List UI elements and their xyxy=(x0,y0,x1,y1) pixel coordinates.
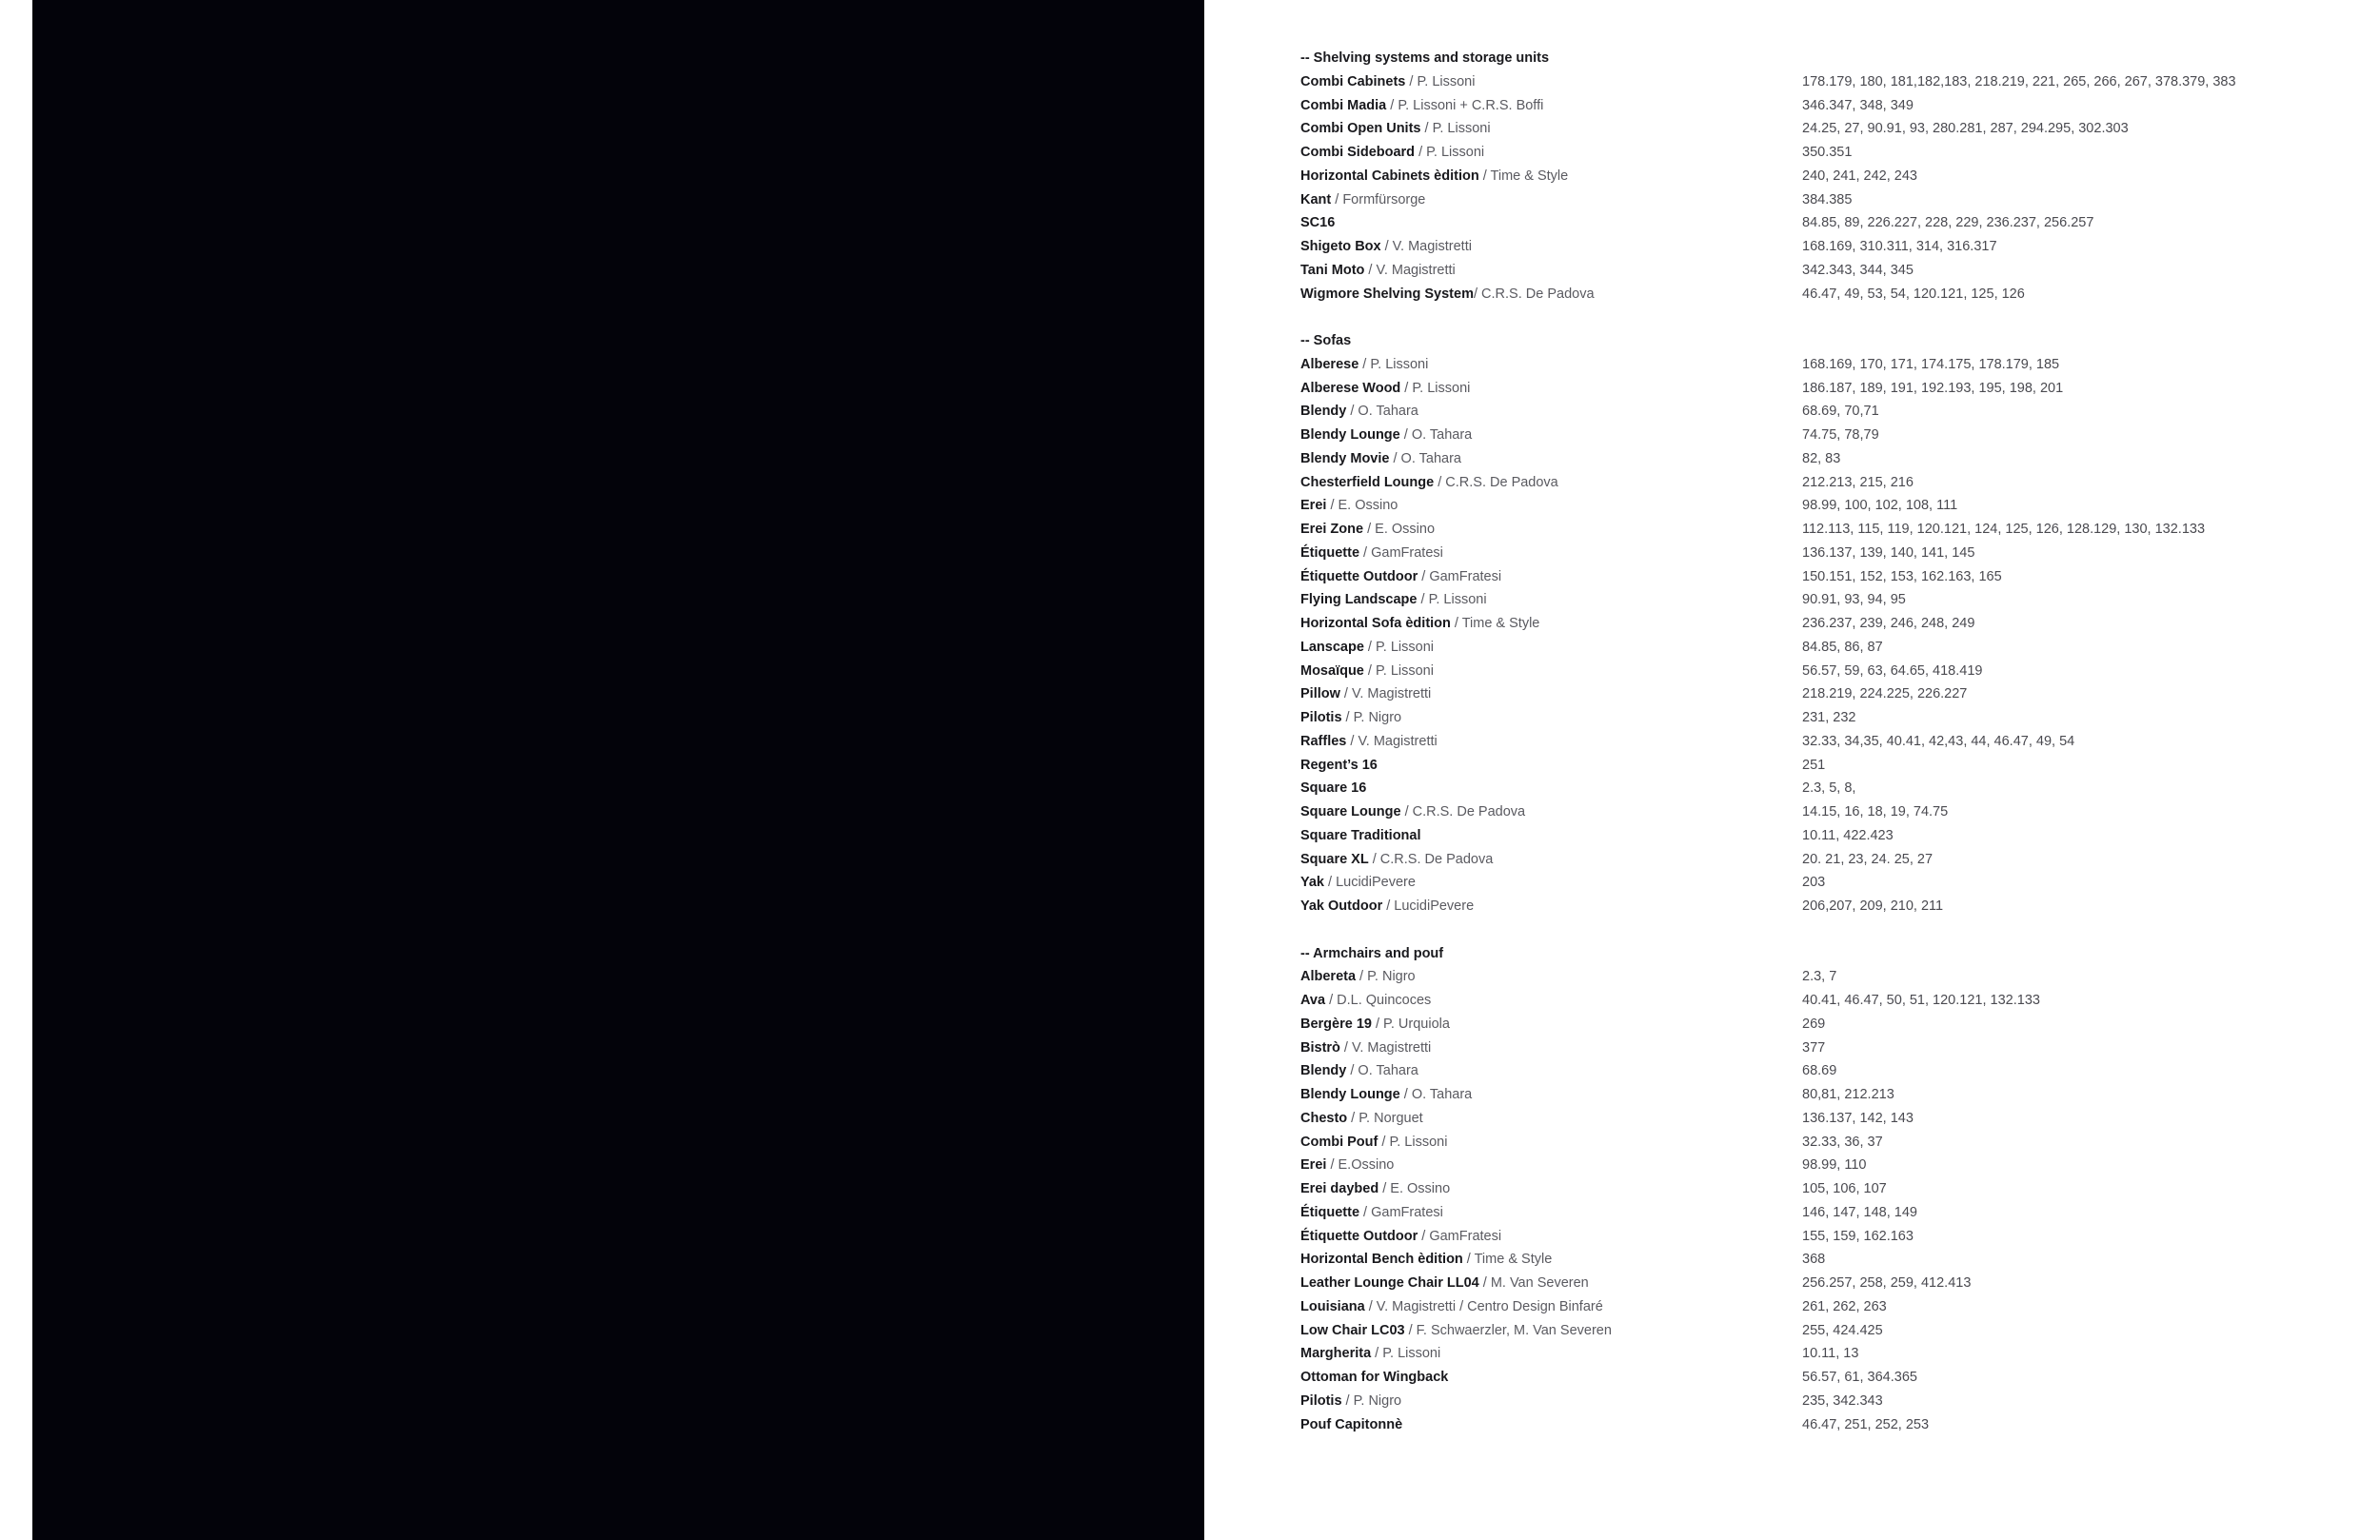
designer-name: / GamFratesi xyxy=(1359,1204,1443,1220)
designer-name: / Time & Style xyxy=(1450,616,1540,631)
page-numbers: 56.57, 61, 364.365 xyxy=(1802,1370,1917,1385)
designer-name: / F. Schwaerzler, M. Van Severen xyxy=(1404,1322,1612,1338)
product-name: Alberese Wood xyxy=(1300,380,1401,396)
page-numbers: 32.33, 34,35, 40.41, 42,43, 44, 46.47, 49, 54 xyxy=(1802,733,2075,749)
page-numbers: 256.257, 258, 259, 412.413 xyxy=(1802,1275,1972,1291)
entry-label xyxy=(1300,1413,1802,1437)
page-numbers: 68.69 xyxy=(1802,1063,1837,1079)
entry-label xyxy=(1300,1390,1802,1413)
designer-name: / LucidiPevere xyxy=(1382,898,1475,914)
page-numbers: 112.113, 115, 119, 120.121, 124, 125, 126, 128.129, 130, 132.133 xyxy=(1802,522,2206,537)
designer-name: / P. Lissoni xyxy=(1371,1346,1441,1362)
section-heading: -- Sofas xyxy=(1300,333,1352,348)
product-name: Blendy Movie xyxy=(1300,450,1390,466)
entry-label xyxy=(1300,1154,1802,1177)
entry-label xyxy=(1300,94,1802,118)
index-entry xyxy=(1300,895,2348,918)
index-entry xyxy=(1300,165,2348,188)
designer-name: / P. Lissoni xyxy=(1363,639,1434,655)
product-name: Pilotis xyxy=(1300,710,1342,725)
entry-label xyxy=(1300,636,1802,660)
index-entry xyxy=(1300,871,2348,895)
entry-label xyxy=(1300,965,1802,989)
index-entry xyxy=(1300,1366,2348,1390)
product-name: Wigmore Shelving System xyxy=(1300,286,1474,302)
page-numbers: 80,81, 212.213 xyxy=(1802,1087,1894,1102)
product-name: Bergère 19 xyxy=(1300,1016,1372,1032)
entry-label xyxy=(1300,1272,1802,1295)
index-entry xyxy=(1300,94,2348,118)
entry-label xyxy=(1300,1059,1802,1083)
product-name: Leather Lounge Chair LL04 xyxy=(1300,1275,1479,1291)
designer-name: / P. Norguet xyxy=(1347,1110,1423,1126)
entry-label xyxy=(1300,1083,1802,1107)
index-entry xyxy=(1300,565,2348,589)
product-name: Flying Landscape xyxy=(1300,592,1418,608)
page-numbers: 146, 147, 148, 149 xyxy=(1802,1204,1917,1220)
page-numbers: 24.25, 27, 90.91, 93, 280.281, 287, 294.295, 302.303 xyxy=(1802,121,2129,137)
designer-name: / C.R.S. De Padova xyxy=(1434,474,1558,490)
page-numbers: 231, 232 xyxy=(1802,710,1856,725)
index-entry xyxy=(1300,706,2348,730)
product-name: Chesto xyxy=(1300,1110,1348,1126)
page-numbers: 136.137, 139, 140, 141, 145 xyxy=(1802,544,1975,561)
index-entry xyxy=(1300,660,2348,683)
index-entry xyxy=(1300,730,2348,754)
page-numbers: 46.47, 49, 53, 54, 120.121, 125, 126 xyxy=(1802,286,2025,302)
index-entry xyxy=(1300,1272,2348,1295)
page-numbers: 46.47, 251, 252, 253 xyxy=(1802,1416,1930,1432)
page-numbers: 155, 159, 162.163 xyxy=(1802,1228,1914,1244)
page-numbers: 56.57, 59, 63, 64.65, 418.419 xyxy=(1802,662,1983,679)
designer-name: / V. Magistretti xyxy=(1364,262,1456,278)
index-entry xyxy=(1300,1295,2348,1319)
entry-label xyxy=(1300,777,1802,800)
entry-label xyxy=(1300,824,1802,848)
designer-name: / P. Lissoni xyxy=(1415,145,1485,160)
entry-label xyxy=(1300,588,1802,612)
index-entry xyxy=(1300,1013,2348,1037)
index-entry xyxy=(1300,1059,2348,1083)
product-name: Blendy xyxy=(1300,404,1347,420)
entry-label xyxy=(1300,283,1802,306)
page-numbers: 2.3, 7 xyxy=(1802,969,1837,985)
page-numbers: 105, 106, 107 xyxy=(1802,1181,1887,1196)
entry-label xyxy=(1300,1037,1802,1060)
page-numbers: 342.343, 344, 345 xyxy=(1802,262,1914,278)
index-section xyxy=(1300,329,2348,918)
entry-label xyxy=(1300,542,1802,565)
index-entry xyxy=(1300,1037,2348,1060)
index-entry xyxy=(1300,353,2348,377)
index-entry xyxy=(1300,612,2348,636)
product-name: Horizontal Cabinets èdition xyxy=(1300,168,1479,184)
index-entry xyxy=(1300,211,2348,235)
product-name: Pillow xyxy=(1300,686,1340,702)
entry-label xyxy=(1300,706,1802,730)
index-entry xyxy=(1300,636,2348,660)
product-name: Kant xyxy=(1300,191,1332,207)
page-numbers: 236.237, 239, 246, 248, 249 xyxy=(1802,616,1975,631)
product-name: Erei daybed xyxy=(1300,1181,1379,1196)
page-numbers: 32.33, 36, 37 xyxy=(1802,1134,1883,1150)
product-name: Square XL xyxy=(1300,851,1369,867)
index-entry xyxy=(1300,989,2348,1013)
product-name: Square Lounge xyxy=(1300,804,1401,819)
page-numbers: 10.11, 13 xyxy=(1802,1346,1859,1362)
index-entry xyxy=(1300,754,2348,778)
page-numbers: 212.213, 215, 216 xyxy=(1802,474,1914,490)
product-name: Margherita xyxy=(1300,1346,1372,1362)
designer-name: / P. Lissoni xyxy=(1405,73,1476,89)
product-name: Square Traditional xyxy=(1300,827,1421,843)
designer-name: / C.R.S. De Padova xyxy=(1368,851,1494,867)
designer-name: / P. Nigro xyxy=(1356,969,1416,985)
product-name: Louisiana xyxy=(1300,1298,1365,1314)
entry-label xyxy=(1300,1248,1802,1272)
page-numbers: 10.11, 422.423 xyxy=(1802,827,1894,843)
page-numbers: 218.219, 224.225, 226.227 xyxy=(1802,686,1968,702)
entry-label xyxy=(1300,730,1802,754)
product-name: Erei xyxy=(1300,498,1327,514)
entry-label xyxy=(1300,989,1802,1013)
page-numbers: 240, 241, 242, 243 xyxy=(1802,168,1917,184)
entry-label xyxy=(1300,471,1802,495)
product-name: Erei xyxy=(1300,1157,1327,1174)
page-numbers: 14.15, 16, 18, 19, 74.75 xyxy=(1802,804,1949,819)
product-name: Tani Moto xyxy=(1300,262,1365,278)
index-entry xyxy=(1300,70,2348,94)
product-name: Combi Cabinets xyxy=(1300,73,1406,89)
entry-label xyxy=(1300,188,1802,212)
page-numbers: 235, 342.343 xyxy=(1802,1392,1883,1409)
page-numbers: 68.69, 70,71 xyxy=(1802,404,1879,420)
product-name: Ottoman for Wingback xyxy=(1300,1370,1449,1385)
page-numbers: 261, 262, 263 xyxy=(1802,1298,1887,1314)
designer-name: / E.Ossino xyxy=(1326,1157,1395,1174)
product-name: Pilotis xyxy=(1300,1392,1342,1409)
product-name: Combi Pouf xyxy=(1300,1134,1378,1150)
designer-name: / P. Lissoni xyxy=(1420,121,1491,137)
index-entry xyxy=(1300,542,2348,565)
entry-label xyxy=(1300,682,1802,706)
index-entry xyxy=(1300,1413,2348,1437)
index-entry xyxy=(1300,1177,2348,1201)
product-name: Albereta xyxy=(1300,969,1357,985)
entry-label xyxy=(1300,211,1802,235)
page-numbers: 186.187, 189, 191, 192.193, 195, 198, 201 xyxy=(1802,380,2064,396)
index-entry xyxy=(1300,682,2348,706)
designer-name: / O. Tahara xyxy=(1346,1063,1418,1079)
designer-name: / O. Tahara xyxy=(1389,450,1461,466)
page-numbers: 269 xyxy=(1802,1016,1826,1032)
index-entry xyxy=(1300,400,2348,424)
page-numbers: 82, 83 xyxy=(1802,450,1841,466)
index-entry xyxy=(1300,777,2348,800)
entry-label xyxy=(1300,612,1802,636)
designer-name: / P. Nigro xyxy=(1341,710,1402,725)
entry-label xyxy=(1300,800,1802,824)
page-numbers: 168.169, 310.311, 314, 316.317 xyxy=(1802,239,1997,254)
entry-label xyxy=(1300,1225,1802,1249)
index-entry xyxy=(1300,965,2348,989)
product-name: Étiquette xyxy=(1300,544,1360,561)
designer-name: / C.R.S. De Padova xyxy=(1400,804,1526,819)
entry-label xyxy=(1300,141,1802,165)
index-entry xyxy=(1300,494,2348,518)
page-numbers: 98.99, 100, 102, 108, 111 xyxy=(1802,498,1958,514)
designer-name: / GamFratesi xyxy=(1359,544,1443,561)
product-name: Combi Madia xyxy=(1300,97,1387,113)
index-entry xyxy=(1300,1225,2348,1249)
product-name: Lanscape xyxy=(1300,639,1364,655)
designer-name: / P. Lissoni xyxy=(1363,662,1434,679)
entry-label xyxy=(1300,848,1802,872)
index-entry xyxy=(1300,1342,2348,1366)
page-numbers: 368 xyxy=(1802,1252,1826,1268)
page-numbers: 74.75, 78,79 xyxy=(1802,427,1879,443)
page-numbers: 377 xyxy=(1802,1039,1826,1056)
designer-name: / P. Lissoni + C.R.S. Boffi xyxy=(1386,97,1544,113)
entry-label xyxy=(1300,660,1802,683)
page-numbers: 350.351 xyxy=(1802,145,1853,160)
product-name: Mosaïque xyxy=(1300,662,1364,679)
designer-name: / D.L. Quincoces xyxy=(1325,993,1432,1008)
index-entry xyxy=(1300,1083,2348,1107)
page-numbers: 98.99, 110 xyxy=(1802,1157,1867,1174)
page-numbers: 346.347, 348, 349 xyxy=(1802,97,1914,113)
entry-label xyxy=(1300,1177,1802,1201)
designer-name: / M. Van Severen xyxy=(1478,1275,1589,1291)
designer-name: / LucidiPevere xyxy=(1324,875,1416,891)
entry-label xyxy=(1300,259,1802,283)
product-name: Yak xyxy=(1300,875,1324,891)
product-name: Low Chair LC03 xyxy=(1300,1322,1405,1338)
page-numbers: 384.385 xyxy=(1802,191,1853,207)
black-image-panel xyxy=(32,0,1204,1540)
product-name: Raffles xyxy=(1300,733,1347,749)
entry-label xyxy=(1300,1295,1802,1319)
index-section xyxy=(1300,47,2348,306)
product-name: Chesterfield Lounge xyxy=(1300,474,1435,490)
product-name: Yak Outdoor xyxy=(1300,898,1383,914)
designer-name: / V. Magistretti xyxy=(1346,733,1438,749)
index-entry xyxy=(1300,1107,2348,1131)
entry-label xyxy=(1300,1366,1802,1390)
page-numbers: 150.151, 152, 153, 162.163, 165 xyxy=(1802,568,2002,584)
page-numbers: 168.169, 170, 171, 174.175, 178.179, 185 xyxy=(1802,356,2060,372)
product-name: Bistrò xyxy=(1300,1039,1340,1056)
product-name: Étiquette Outdoor xyxy=(1300,568,1418,584)
page-numbers: 251 xyxy=(1802,757,1826,773)
index-entry xyxy=(1300,235,2348,259)
product-index xyxy=(1300,47,2348,1460)
index-entry xyxy=(1300,117,2348,141)
page-numbers: 84.85, 89, 226.227, 228, 229, 236.237, 256.257 xyxy=(1802,215,2094,231)
product-name: Regent’s 16 xyxy=(1300,757,1378,773)
product-name: Shigeto Box xyxy=(1300,239,1381,254)
index-section xyxy=(1300,942,2348,1437)
index-entry xyxy=(1300,1131,2348,1155)
entry-label xyxy=(1300,400,1802,424)
index-entry xyxy=(1300,471,2348,495)
product-name: Étiquette Outdoor xyxy=(1300,1228,1418,1244)
designer-name: / P. Lissoni xyxy=(1417,592,1487,608)
page-numbers: 84.85, 86, 87 xyxy=(1802,639,1883,655)
entry-label xyxy=(1300,754,1802,778)
entry-label xyxy=(1300,353,1802,377)
designer-name: / P. Urquiola xyxy=(1371,1016,1450,1032)
entry-label xyxy=(1300,1131,1802,1155)
entry-label xyxy=(1300,895,1802,918)
entry-label xyxy=(1300,518,1802,542)
designer-name: / P. Lissoni xyxy=(1400,380,1471,396)
index-entry xyxy=(1300,1319,2348,1343)
page-numbers: 20. 21, 23, 24. 25, 27 xyxy=(1802,851,1934,867)
designer-name: / E. Ossino xyxy=(1326,498,1398,514)
designer-name: / V. Magistretti xyxy=(1339,686,1432,702)
product-name: Blendy xyxy=(1300,1063,1347,1079)
page-numbers: 136.137, 142, 143 xyxy=(1802,1110,1914,1126)
index-entry xyxy=(1300,259,2348,283)
designer-name: / V. Magistretti xyxy=(1380,239,1472,254)
designer-name: / Formfürsorge xyxy=(1331,191,1426,207)
designer-name: / V. Magistretti xyxy=(1339,1039,1432,1056)
product-name: Ava xyxy=(1300,993,1326,1008)
index-entry xyxy=(1300,283,2348,306)
product-name: Pouf Capitonnè xyxy=(1300,1416,1403,1432)
index-entry xyxy=(1300,188,2348,212)
page-numbers: 90.91, 93, 94, 95 xyxy=(1802,592,1906,608)
designer-name: / E. Ossino xyxy=(1378,1181,1451,1196)
entry-label xyxy=(1300,1107,1802,1131)
product-name: Blendy Lounge xyxy=(1300,1087,1400,1102)
designer-name: / GamFratesi xyxy=(1418,568,1502,584)
index-entry xyxy=(1300,377,2348,401)
index-entry xyxy=(1300,800,2348,824)
index-entry xyxy=(1300,824,2348,848)
designer-name: / O. Tahara xyxy=(1399,427,1473,443)
page-numbers: 203 xyxy=(1802,875,1826,891)
entry-label xyxy=(1300,1319,1802,1343)
index-entry xyxy=(1300,141,2348,165)
entry-label xyxy=(1300,494,1802,518)
index-entry xyxy=(1300,447,2348,471)
product-name: Alberese xyxy=(1300,356,1359,372)
entry-label xyxy=(1300,1342,1802,1366)
entry-label xyxy=(1300,117,1802,141)
index-entry xyxy=(1300,1154,2348,1177)
product-name: SC16 xyxy=(1300,215,1336,231)
product-name: Combi Sideboard xyxy=(1300,145,1416,160)
index-entry xyxy=(1300,1248,2348,1272)
page-numbers: 178.179, 180, 181,182,183, 218.219, 221, 265, 266, 267, 378.379, 383 xyxy=(1802,73,2236,89)
designer-name: / P. Nigro xyxy=(1341,1392,1402,1409)
designer-name: / V. Magistretti / Centro Design Binfaré xyxy=(1364,1298,1603,1314)
index-entry xyxy=(1300,1390,2348,1413)
index-entry xyxy=(1300,588,2348,612)
designer-name: / O. Tahara xyxy=(1399,1087,1473,1102)
designer-name: / P. Lissoni xyxy=(1359,356,1429,372)
index-entry xyxy=(1300,1201,2348,1225)
product-name: Étiquette xyxy=(1300,1204,1360,1220)
designer-name: / P. Lissoni xyxy=(1378,1134,1448,1150)
designer-name: / C.R.S. De Padova xyxy=(1473,286,1595,302)
section-heading: -- Shelving systems and storage units xyxy=(1300,50,1550,66)
page-numbers: 206,207, 209, 210, 211 xyxy=(1802,898,1944,914)
index-entry xyxy=(1300,424,2348,447)
entry-label xyxy=(1300,565,1802,589)
entry-label xyxy=(1300,377,1802,401)
entry-label xyxy=(1300,1013,1802,1037)
index-entry xyxy=(1300,518,2348,542)
index-entry xyxy=(1300,848,2348,872)
product-name: Horizontal Bench èdition xyxy=(1300,1252,1463,1268)
entry-label xyxy=(1300,165,1802,188)
entry-label xyxy=(1300,70,1802,94)
product-name: Combi Open Units xyxy=(1300,121,1421,137)
designer-name: / Time & Style xyxy=(1478,168,1569,184)
page-numbers: 40.41, 46.47, 50, 51, 120.121, 132.133 xyxy=(1802,993,2040,1008)
entry-label xyxy=(1300,871,1802,895)
entry-label xyxy=(1300,1201,1802,1225)
product-name: Erei Zone xyxy=(1300,522,1364,537)
entry-label xyxy=(1300,235,1802,259)
entry-label xyxy=(1300,424,1802,447)
product-name: Square 16 xyxy=(1300,780,1367,797)
designer-name: / GamFratesi xyxy=(1418,1228,1502,1244)
page-numbers: 2.3, 5, 8, xyxy=(1802,780,1856,797)
designer-name: / E. Ossino xyxy=(1363,522,1436,537)
section-heading: -- Armchairs and pouf xyxy=(1300,945,1444,961)
product-name: Horizontal Sofa èdition xyxy=(1300,616,1451,631)
designer-name: / Time & Style xyxy=(1462,1252,1553,1268)
product-name: Blendy Lounge xyxy=(1300,427,1400,443)
designer-name: / O. Tahara xyxy=(1346,404,1418,420)
page-numbers: 255, 424.425 xyxy=(1802,1322,1883,1338)
entry-label xyxy=(1300,447,1802,471)
